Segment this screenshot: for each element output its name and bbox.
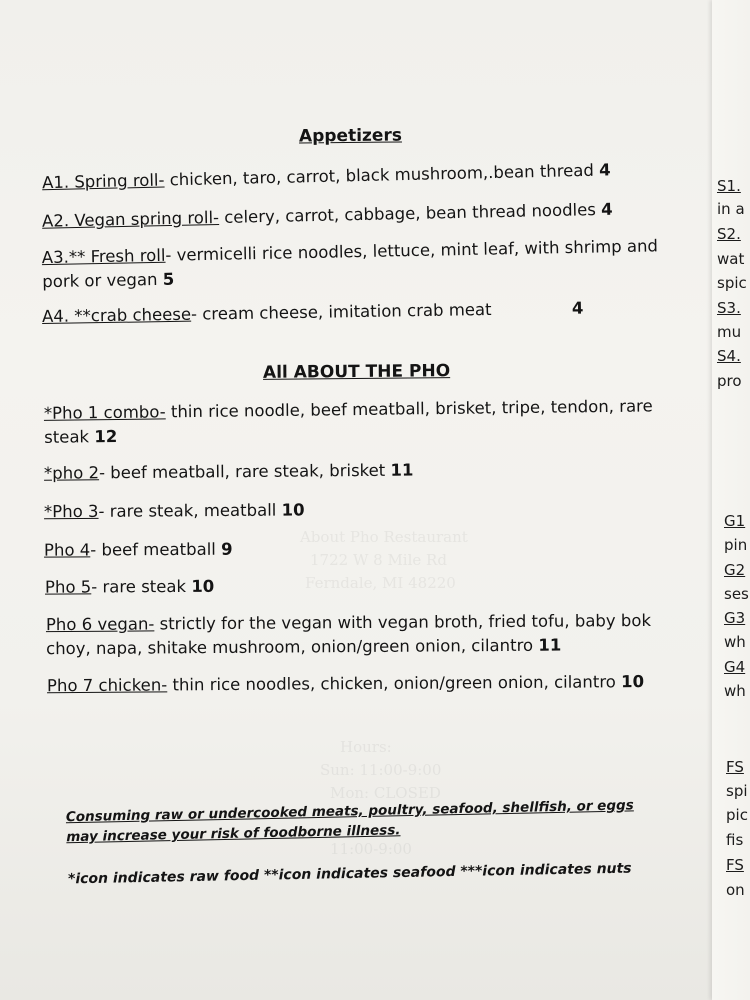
pho-heading: All ABOUT THE PHO [262, 361, 451, 383]
edge-fragment: spi [726, 782, 748, 800]
item-description: - beef meatball [90, 539, 222, 560]
bleed-through-line: Sun: 11:00-9:00 [320, 761, 442, 779]
icon-legend: *icon indicates raw food **icon indicates seafood ***icon indicates nuts [67, 860, 632, 888]
item-description: strictly for the vegan with vegan broth, fried tofu, baby bok choy, napa, shitake mushroom, onion/green onion, cilantro [46, 610, 652, 659]
edge-fragment: pic [726, 806, 748, 824]
edge-fragment: wh [724, 682, 746, 700]
bleed-through-line: Ferndale, MI 48220 [305, 574, 456, 592]
adjacent-page-edge [712, 0, 750, 1000]
item-price: 10 [621, 672, 645, 692]
menu-item-a2 [42, 196, 682, 233]
menu-item-pho3 [44, 496, 684, 524]
item-code: Pho 4 [43, 540, 91, 560]
bleed-through-line: 11:00-9:00 [330, 840, 412, 858]
edge-fragment: S4. [717, 347, 741, 365]
edge-fragment: on [726, 881, 745, 899]
edge-fragment: G4 [724, 658, 746, 676]
edge-fragment: G1 [724, 512, 746, 530]
edge-fragment: wat [717, 250, 745, 268]
item-price: 9 [221, 539, 233, 559]
item-code: Pho 6 vegan- [45, 614, 155, 635]
edge-fragment: G3 [724, 609, 746, 627]
menu-item-a4 [42, 295, 682, 329]
item-code: A3.** Fresh roll [41, 245, 166, 268]
item-description: thin rice noodles, chicken, onion/green onion, cilantro [167, 672, 622, 695]
menu-item-pho1 [44, 394, 675, 450]
edge-fragment: fis [726, 831, 744, 849]
menu-item-pho7 [47, 670, 687, 698]
item-code: A4. **crab cheese [41, 304, 192, 327]
edge-fragment: pro [717, 372, 742, 390]
item-price: 12 [94, 426, 118, 447]
edge-fragment: G2 [724, 561, 746, 579]
item-description: chicken, taro, carrot, black mushroom,.bean thread [164, 160, 600, 190]
item-description: - rare steak [91, 576, 192, 597]
edge-fragment: S1. [717, 177, 741, 195]
item-price: 11 [538, 635, 562, 655]
item-price: 4 [571, 298, 584, 318]
item-code: *Pho 3 [43, 501, 99, 522]
bleed-through-line: Mon: CLOSED [330, 784, 441, 802]
edge-fragment: S3. [717, 299, 741, 317]
item-code: A1. Spring roll- [41, 170, 165, 193]
appetizers-heading: Appetizers [298, 125, 403, 147]
food-safety-warning: Consuming raw or undercooked meats, poultry, seafood, shellfish, or eggs may increase your risk of foodborne illness. [65, 797, 634, 846]
item-price: 10 [191, 576, 215, 596]
edge-fragment: ses [724, 585, 749, 603]
menu-item-pho6 [46, 609, 666, 661]
item-code: Pho 5 [44, 577, 92, 597]
item-code: Pho 7 chicken- [46, 675, 168, 696]
item-price: 5 [162, 269, 175, 289]
menu-item-a1 [42, 157, 682, 196]
menu-item-pho5 [45, 572, 685, 599]
item-description: - rare steak, meatball [98, 500, 282, 521]
item-price: 10 [281, 500, 305, 520]
edge-fragment: wh [724, 633, 746, 651]
bleed-through-line: Hours: [340, 738, 392, 756]
item-description: - beef meatball, rare steak, brisket [98, 460, 391, 483]
item-code: A2. Vegan spring roll- [41, 207, 220, 231]
item-price: 11 [390, 460, 414, 480]
edge-fragment: FS [726, 758, 744, 776]
edge-fragment: in a [717, 200, 745, 218]
menu-item-pho2 [44, 456, 684, 486]
item-description: thin rice noodle, beef meatball, brisket, tripe, tendon, rare steak [44, 396, 653, 447]
bleed-through-line: About Pho Restaurant [300, 528, 468, 546]
edge-fragment: S2. [717, 225, 741, 243]
bleed-through-line: 1722 W 8 Mile Rd [310, 551, 447, 569]
item-price: 4 [598, 160, 611, 180]
edge-fragment: mu [717, 323, 742, 341]
edge-fragment: FS [726, 856, 744, 874]
menu-item-pho4 [44, 535, 684, 562]
edge-fragment: pin [724, 536, 748, 554]
item-price: 4 [600, 199, 613, 219]
item-description: - cream cheese, imitation crab meat [190, 299, 492, 324]
menu-item-a3 [42, 234, 683, 294]
item-description: - vermicelli rice noodles, lettuce, mint leaf, with shrimp and pork or vegan [42, 236, 659, 292]
item-code: *pho 2 [43, 463, 100, 483]
item-code: *Pho 1 combo- [43, 402, 166, 423]
edge-fragment: spic [717, 274, 747, 292]
item-description: celery, carrot, cabbage, bean thread noodles [218, 199, 602, 227]
